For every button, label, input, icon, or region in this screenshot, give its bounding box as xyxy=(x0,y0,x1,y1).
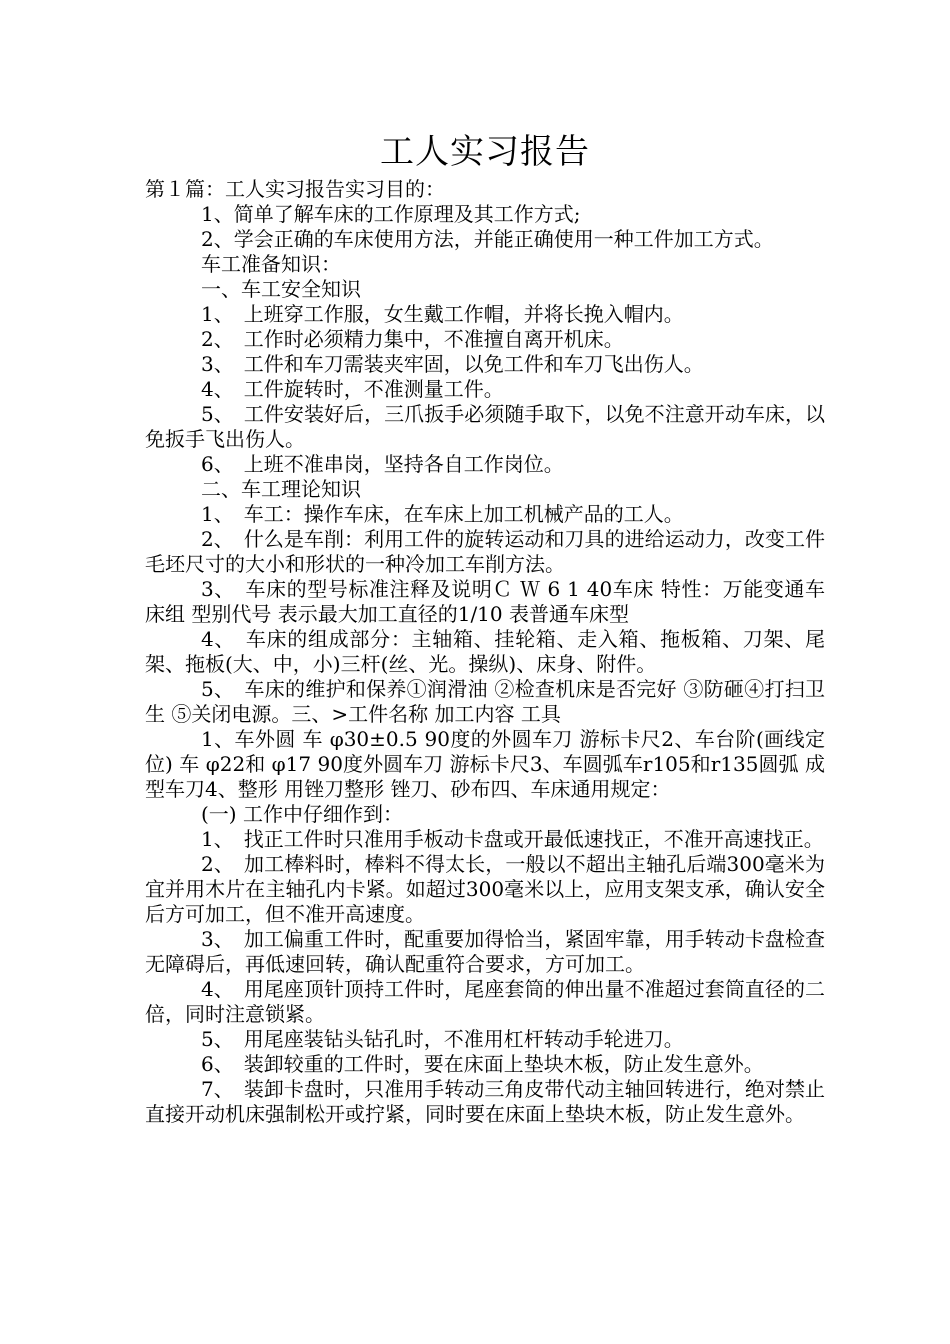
document-body xyxy=(145,177,825,1127)
paragraph: 2、学会正确的车床使用方法，并能正确使用一种工件加工方式。 xyxy=(201,227,774,251)
paragraph: 7、 装卸卡盘时，只准用手转动三角皮带代动主轴回转进行，绝对禁止直接开动机床强制松开或拧紧，同时要在床面上垫块木板，防止发生意外。 xyxy=(145,1077,825,1126)
paragraph: 一、车工安全知识 xyxy=(201,277,361,301)
paragraph: 1、 找正工件时只准用手板动卡盘或开最低速找正，不准开高速找正。 xyxy=(201,827,824,851)
paragraph: 6、 装卸较重的工件时，要在床面上垫块木板，防止发生意外。 xyxy=(201,1052,764,1076)
paragraph: 1、简单了解车床的工作原理及其工作方式; xyxy=(201,202,581,226)
paragraph: 4、 工件旋转时，不准测量工件。 xyxy=(201,377,504,401)
paragraph: 1、 上班穿工作服，女生戴工作帽，并将长挽入帽内。 xyxy=(201,302,684,326)
paragraph: 二、车工理论知识 xyxy=(201,477,361,501)
paragraph: 2、 什么是车削：利用工件的旋转运动和刀具的进给运动力，改变工件毛坯尺寸的大小和形状的一种冷加工车削方法。 xyxy=(145,527,825,576)
paragraph: 5、 车床的维护和保养①润滑油 ②检查机床是否完好 ③防砸④打扫卫生 ⑤关闭电源。三、>工件名称 加工内容 工具 xyxy=(145,677,825,726)
document-page xyxy=(145,128,825,1127)
paragraph: 3、 加工偏重工件时，配重要加得恰当，紧固牢靠，用手转动卡盘检查无障碍后，再低速回转，确认配重符合要求，方可加工。 xyxy=(145,927,825,976)
paragraph: 5、 工件安装好后，三爪扳手必须随手取下，以免不注意开动车床，以免扳手飞出伤人。 xyxy=(145,402,825,451)
document-title: 工人实习报告 xyxy=(380,132,590,172)
paragraph: 1、车外圆 车 φ30±0.5 90度的外圆车刀 游标卡尺2、车台阶(画线定位) 车 φ22和 φ17 90度外圆车刀 游标卡尺3、车圆弧车r105和r135圆弧 成型车刀4、整形 用锉刀整形 锉刀、砂布四、车床通用规定： xyxy=(145,727,825,801)
paragraph: 3、 工件和车刀需装夹牢固，以免工件和车刀飞出伤人。 xyxy=(201,352,704,376)
paragraph: 4、 车床的组成部分：主轴箱、挂轮箱、走入箱、拖板箱、刀架、尾架、拖板(大、中，小)三杆(丝、光。操纵)、床身、附件。 xyxy=(145,627,825,676)
paragraph: 4、 用尾座顶针顶持工件时，尾座套筒的伸出量不准超过套筒直径的二倍，同时注意锁紧。 xyxy=(145,977,825,1026)
paragraph: (一) 工作中仔细作到： xyxy=(201,802,403,826)
paragraph: 5、 用尾座装钻头钻孔时，不准用杠杆转动手轮进刀。 xyxy=(201,1027,684,1051)
paragraph: 第１篇：工人实习报告实习目的： xyxy=(145,177,445,201)
paragraph: 车工准备知识： xyxy=(201,252,341,276)
paragraph: 1、 车工：操作车床，在车床上加工机械产品的工人。 xyxy=(201,502,684,526)
paragraph: 2、 工作时必须精力集中，不准擅自离开机床。 xyxy=(201,327,624,351)
paragraph: 6、 上班不准串岗，坚持各自工作岗位。 xyxy=(201,452,564,476)
paragraph: 2、 加工棒料时，棒料不得太长，一般以不超出主轴孔后端300毫米为宜并用木片在主轴孔内卡紧。如超过300毫米以上，应用支架支承，确认安全后方可加工，但不准开高速度。 xyxy=(145,852,825,926)
paragraph: 3、 车床的型号标准注释及说明Ｃ Ｗ 6 1 40车床 特性：万能变通车床组 型别代号 表示最大加工直径的1/10 表普通车床型 xyxy=(145,577,825,626)
